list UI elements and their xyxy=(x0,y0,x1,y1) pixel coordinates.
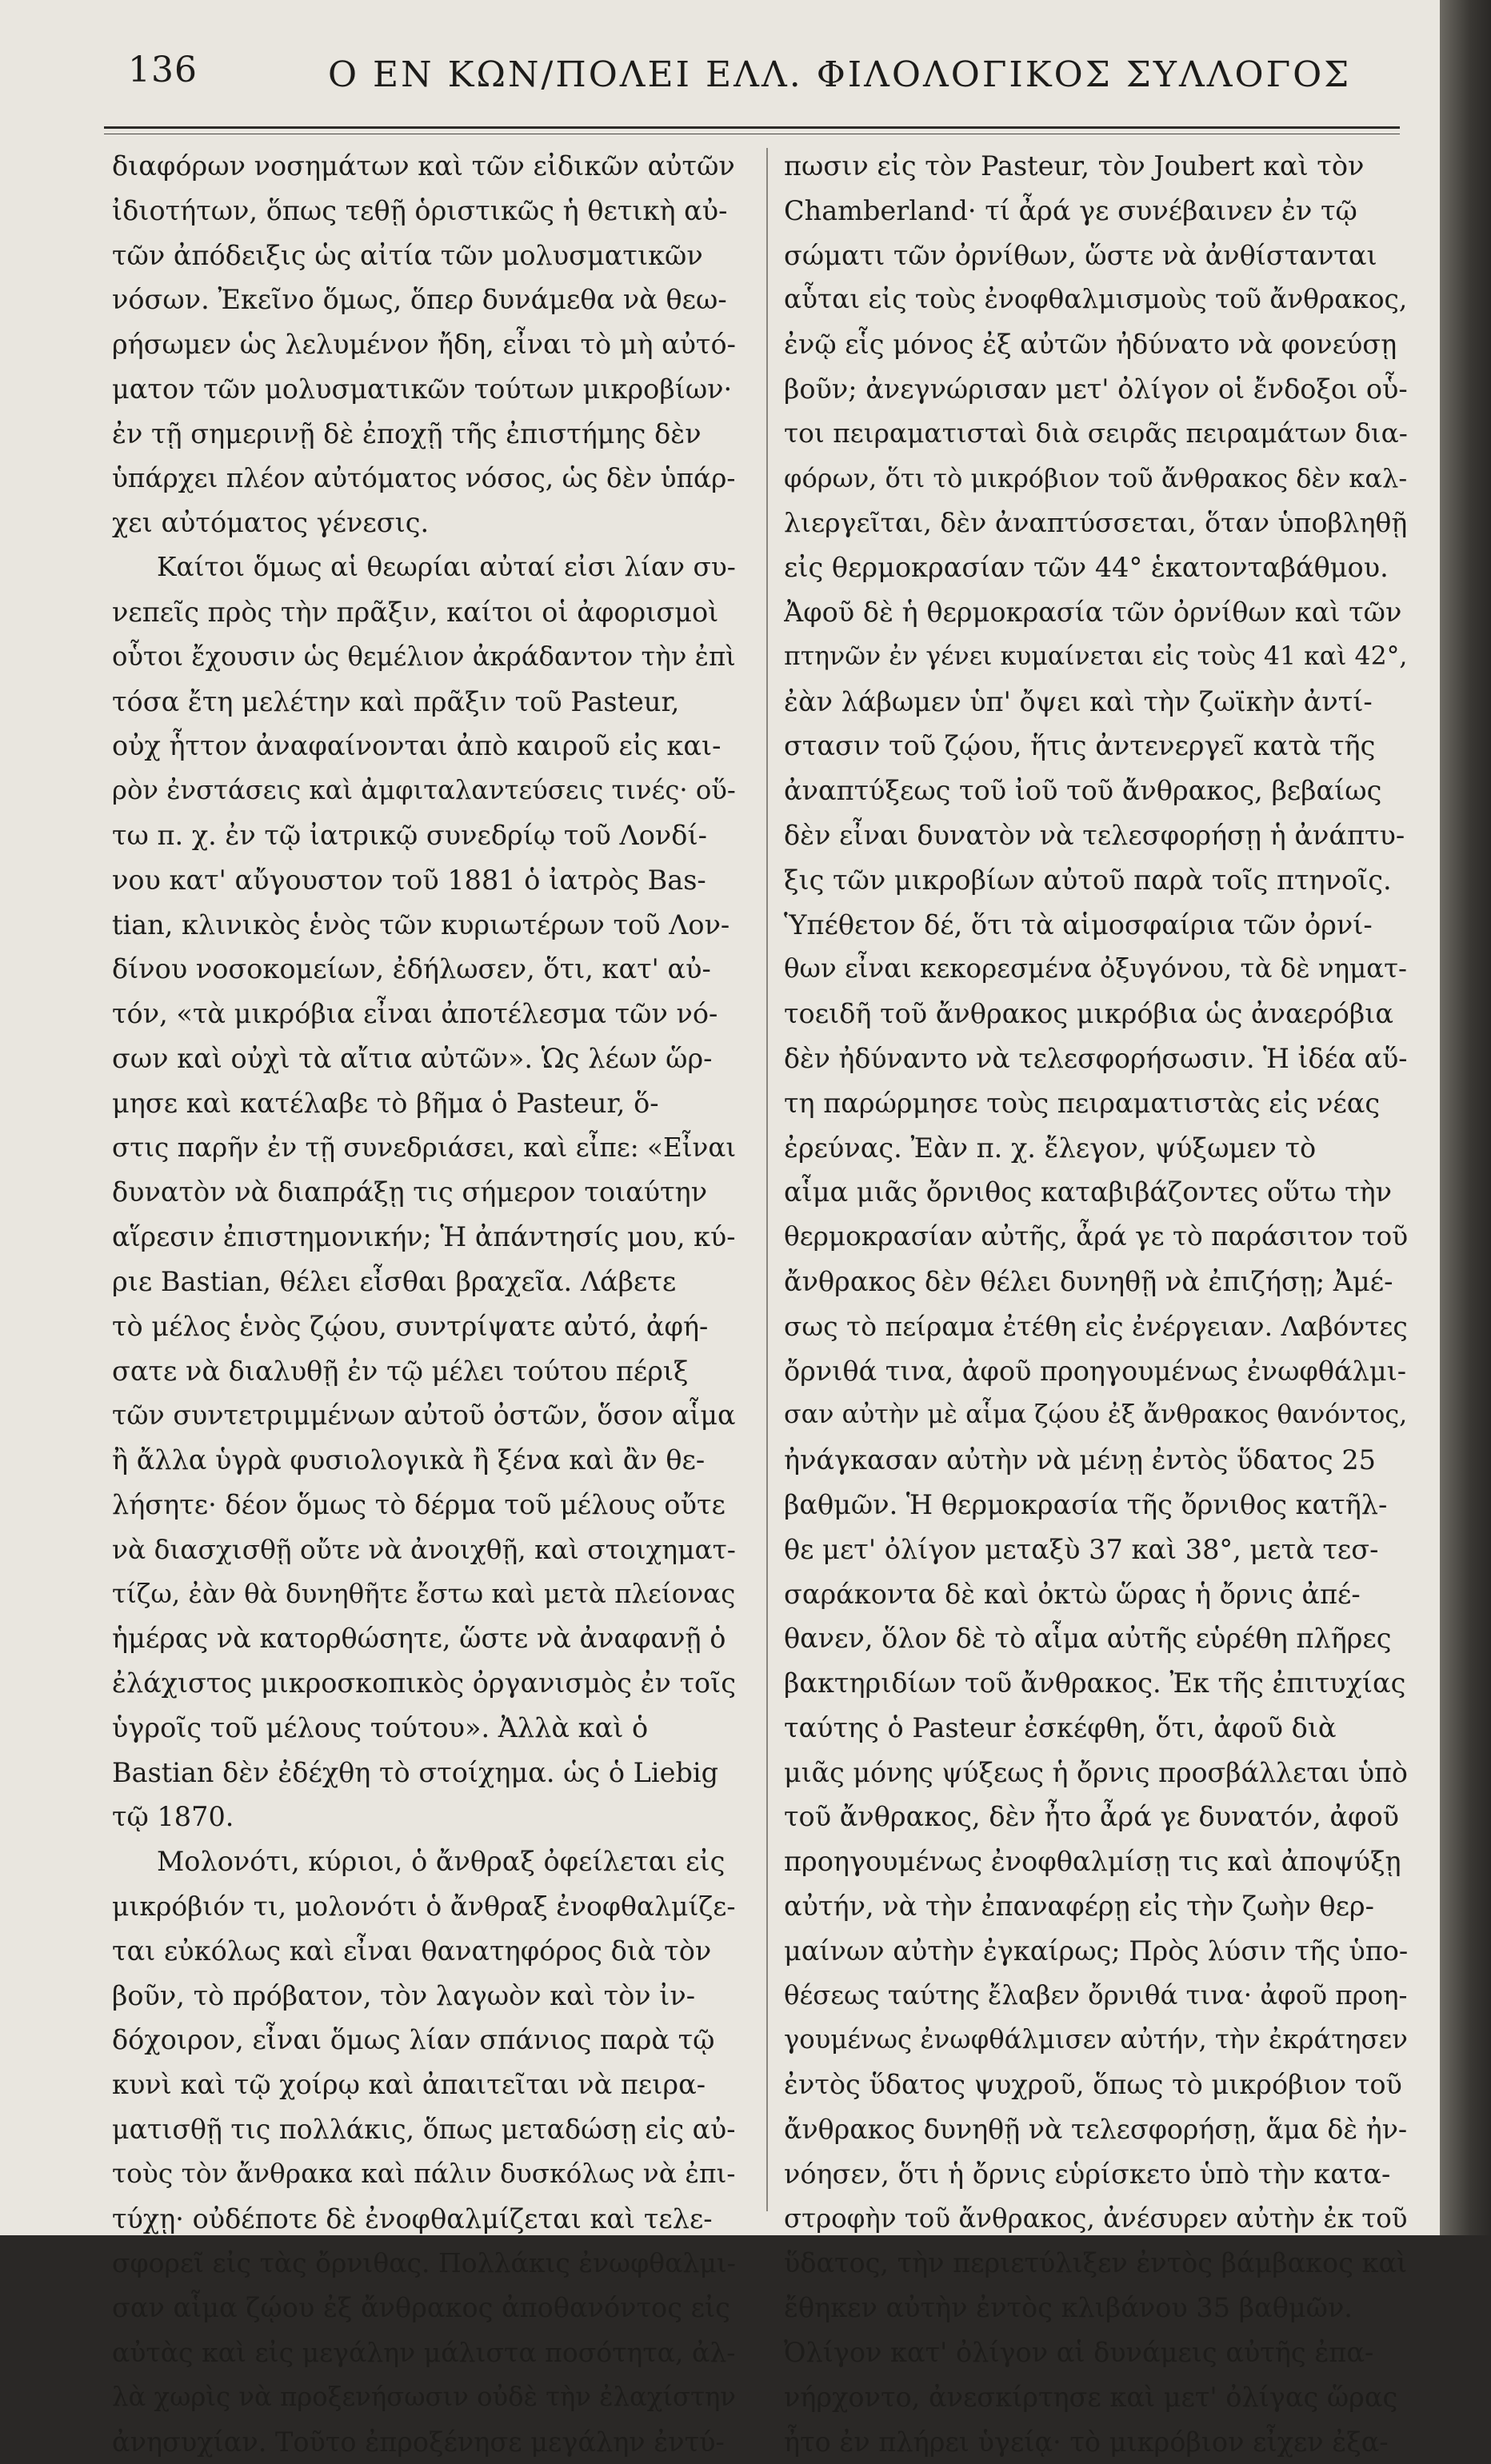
text-line: μησε καὶ κατέλαβε τὸ βῆμα ὁ Pasteur, ὅ- xyxy=(112,1087,659,1119)
text-line: τὸ μέλος ἑνὸς ζῴου, συντρίψατε αὐτό, ἀφή- xyxy=(112,1310,709,1342)
text-line: Ὑπέθετον δέ, ὅτι τὰ αἱμοσφαίρια τῶν ὀρνί- xyxy=(784,909,1373,940)
text-line: στις παρῆν ἐν τῇ συνεδριάσει, καὶ εἶπε: «Εἶναι xyxy=(112,1132,736,1163)
text-line: ἐντὸς ὕδατος ψυχροῦ, ὅπως τὸ μικρόβιον τοῦ xyxy=(784,2069,1402,2101)
text-line: μαίνων αὐτὴν ἐγκαίρως; Πρὸς λύσιν τῆς ὑπο- xyxy=(784,1935,1408,1967)
page-edge-shadow xyxy=(1440,0,1491,2235)
text-line: εἰς θερμοκρασίαν τῶν 44° ἑκατονταβάθμου. xyxy=(784,552,1389,584)
text-line: νόσων. Ἐκεῖνο ὅμως, ὅπερ δυνάμεθα νὰ θεω- xyxy=(112,284,727,316)
text-line: φόρων, ὅτι τὸ μικρόβιον τοῦ ἄνθρακος δὲν καλ- xyxy=(784,462,1408,493)
text-line: ματισθῇ τις πολλάκις, ὅπως μεταδώσῃ εἰς αὐ- xyxy=(112,2114,736,2146)
text-line: ἢ ἄλλα ὑγρὰ φυσιολογικὰ ἢ ξένα καὶ ἂν θε- xyxy=(112,1444,706,1476)
text-line: σως τὸ πείραμα ἐτέθη εἰς ἐνέργειαν. Λαβόντες xyxy=(784,1310,1408,1342)
text-line: ἐνῷ εἷς μόνος ἐξ αὐτῶν ἠδύνατο νὰ φονεύσῃ xyxy=(784,329,1397,361)
text-line: σαν αὐτὴν μὲ αἷμα ζῴου ἐξ ἄνθρακος θανόντος, xyxy=(784,1400,1408,1430)
text-line: προηγουμένως ἐνοφθαλμίσῃ τις καὶ ἀποψύξῃ xyxy=(784,1846,1401,1878)
text-line: αἵρεσιν ἐπιστημονικήν; Ἡ ἀπάντησίς μου, κύ- xyxy=(112,1221,736,1253)
text-line: στροφὴν τοῦ ἄνθρακος, ἀνέσυρεν αὐτὴν ἐκ τοῦ xyxy=(784,2202,1408,2234)
text-line: σαράκοντα δὲ καὶ ὀκτὼ ὥρας ἡ ὄρνις ἀπέ- xyxy=(784,1578,1361,1610)
text-line: ἀνησυχίαν. Τοῦτο ἐπροξένησε μεγάλην ἐντύ- xyxy=(112,2426,725,2458)
text-line: δὲν ἠδύναντο νὰ τελεσφορήσωσιν. Ἡ ἰδέα αὕ- xyxy=(784,1042,1408,1074)
text-line: χει αὐτόματος γένεσις. xyxy=(112,507,430,539)
page-header xyxy=(128,50,1376,114)
text-line: τῷ 1870. xyxy=(112,1801,234,1833)
left-column xyxy=(112,144,736,2464)
text-line: δὲν εἶναι δυνατὸν νὰ τελεσφορήσῃ ἡ ἀνάπτυ- xyxy=(784,819,1405,851)
text-line: ἦτο ἐν πλήρει ὑγείᾳ· τὸ μικρόβιον εἶχεν ἐξα- xyxy=(784,2426,1389,2458)
text-line: γουμένως ἐνωφθάλμισεν αὐτήν, τὴν ἐκράτησεν xyxy=(784,2024,1408,2055)
text-line: τη παρώρμησε τοὺς πειραματιστὰς εἰς νέας xyxy=(784,1087,1381,1119)
text-line: τοῦ ἄνθρακος, δὲν ἦτο ἆρά γε δυνατόν, ἀφοῦ xyxy=(784,1801,1400,1833)
text-line: νήρχοντο, ἀνεσκίρτησε καὶ μετ' ὀλίγας ὥρας xyxy=(784,2381,1398,2413)
text-line: μικρόβιόν τι, μολονότι ὁ ἄνθραξ ἐνοφθαλμίζε- xyxy=(112,1891,736,1923)
text-line: βακτηριδίων τοῦ ἄνθρακος. Ἐκ τῆς ἐπιτυχίας xyxy=(784,1667,1406,1699)
text-line: νεπεῖς πρὸς τὴν πρᾶξιν, καίτοι οἱ ἀφορισμοὶ xyxy=(112,596,719,628)
text-line: ἐλάχιστος μικροσκοπικὸς ὀργανισμὸς ἐν τοῖς xyxy=(112,1667,736,1699)
text-line: βαθμῶν. Ἡ θερμοκρασία τῆς ὄρνιθος κατῆλ- xyxy=(784,1488,1388,1520)
text-line: τω π. χ. ἐν τῷ ἰατρικῷ συνεδρίῳ τοῦ Λονδί- xyxy=(112,819,707,851)
text-line: τίζω, ἐὰν θὰ δυνηθῆτε ἔστω καὶ μετὰ πλείονας xyxy=(112,1578,736,1609)
text-line: δίνου νοσοκομείων, ἐδήλωσεν, ὅτι, κατ' αὐ- xyxy=(112,953,711,985)
text-line: αὐτήν, νὰ τὴν ἐπαναφέρῃ εἰς τὴν ζωὴν θερ- xyxy=(784,1891,1374,1923)
text-line: ται εὐκόλως καὶ εἶναι θανατηφόρος διὰ τὸν xyxy=(112,1935,712,1967)
text-line: διαφόρων νοσημάτων καὶ τῶν εἰδικῶν αὐτῶν xyxy=(112,150,735,182)
text-line: ἔθηκεν αὐτὴν ἐντὸς κλιβάνου 35 βαθμῶν. xyxy=(784,2292,1353,2324)
text-line: ρήσωμεν ὡς λελυμένον ἤδη, εἶναι τὸ μὴ αὐτό- xyxy=(112,329,736,361)
text-line: tian, κλινικὸς ἑνὸς τῶν κυριωτέρων τοῦ Λον- xyxy=(112,909,730,940)
text-line: Καίτοι ὅμως αἱ θεωρίαι αὐταί εἰσι λίαν συ- xyxy=(157,552,736,583)
text-line: σώματι τῶν ὀρνίθων, ὥστε νὰ ἀνθίστανται xyxy=(784,239,1377,271)
text-line: Μολονότι, κύριοι, ὁ ἄνθραξ ὀφείλεται εἰς xyxy=(157,1846,726,1878)
text-line: αὐτὰς καὶ εἰς μεγάλην μάλιστα ποσότητα, ἀλ- xyxy=(112,2337,736,2369)
text-line: τοειδῆ τοῦ ἄνθρακος μικρόβια ὡς ἀναερόβια xyxy=(784,998,1393,1030)
text-line: Bastian δὲν ἐδέχθη τὸ στοίχημα. ὡς ὁ Liebig xyxy=(112,1756,719,1788)
text-line: θανεν, ὅλον δὲ τὸ αἷμα αὐτῆς εὑρέθη πλῆρες xyxy=(784,1623,1392,1655)
text-line: ἐν τῇ σημερινῇ δὲ ἐποχῇ τῆς ἐπιστήμης δὲν xyxy=(112,417,702,449)
text-line: τύχῃ· οὐδέποτε δὲ ἐνοφθαλμίζεται καὶ τελε- xyxy=(112,2202,713,2234)
text-line: σφορεῖ εἰς τὰς ὄρνιθας. Πολλάκις ἐνωφθαλμι- xyxy=(112,2247,736,2279)
page-number: 136 xyxy=(128,50,198,90)
text-line: κυνὶ καὶ τῷ χοίρῳ καὶ ἀπαιτεῖται νὰ πειρα- xyxy=(112,2069,706,2101)
text-line: ὑγροῖς τοῦ μέλους τούτου». Ἀλλὰ καὶ ὁ xyxy=(112,1711,649,1743)
text-line: βοῦν; ἀνεγνώρισαν μετ' ὀλίγον οἱ ἔνδοξοι οὗ- xyxy=(784,373,1408,405)
text-line: οὗτοι ἔχουσιν ὡς θεμέλιον ἀκράδαντον τὴν ἐπὶ xyxy=(112,641,736,672)
header-rule xyxy=(104,126,1400,129)
text-line: τοι πειραματισταὶ διὰ σειρᾶς πειραμάτων δια- xyxy=(784,417,1408,449)
text-line: ταύτης ὁ Pasteur ἐσκέφθη, ὅτι, ἀφοῦ διὰ xyxy=(784,1711,1337,1743)
text-line: αὗται εἰς τοὺς ἐνοφθαλμισμοὺς τοῦ ἄνθρακος, xyxy=(784,284,1408,315)
text-line: μιᾶς μόνης ψύξεως ἡ ὄρνις προσβάλλεται ὑπὸ xyxy=(784,1756,1408,1788)
text-line: θε μετ' ὀλίγον μεταξὺ 37 καὶ 38°, μετὰ τεσ- xyxy=(784,1533,1379,1565)
text-line: λιεργεῖται, δὲν ἀναπτύσσεται, ὅταν ὑποβληθῇ xyxy=(784,507,1408,539)
text-line: σων καὶ οὐχὶ τὰ αἴτια αὐτῶν». Ὡς λέων ὥρ- xyxy=(112,1042,713,1074)
text-line: ἠνάγκασαν αὐτὴν νὰ μένῃ ἐντὸς ὕδατος 25 xyxy=(784,1444,1376,1476)
text-line: πωσιν εἰς τὸν Pasteur, τὸν Joubert καὶ τὸν xyxy=(784,150,1365,182)
text-line: δυνατὸν νὰ διαπράξῃ τις σήμερον τοιαύτην xyxy=(112,1176,708,1208)
text-line: ξις τῶν μικροβίων αὐτοῦ παρὰ τοῖς πτηνοῖς. xyxy=(784,864,1392,896)
text-line: πτηνῶν ἐν γένει κυμαίνεται εἰς τοὺς 41 καὶ 42°, xyxy=(784,641,1408,671)
text-line: ἄνθρακος δὲν θέλει δυνηθῇ νὰ ἐπιζήσῃ; Ἀμέ- xyxy=(784,1265,1393,1297)
text-line: τόν, «τὰ μικρόβια εἶναι ἀποτέλεσμα τῶν νό- xyxy=(112,998,718,1030)
text-line: ἐὰν λάβωμεν ὑπ' ὄψει καὶ τὴν ζωϊκὴν ἀντί- xyxy=(784,685,1373,717)
text-line: θερμοκρασίαν αὐτῆς, ἆρά γε τὸ παράσιτον τοῦ xyxy=(784,1221,1408,1252)
text-line: ὑπάρχει πλέον αὐτόματος νόσος, ὡς δὲν ὑπάρ- xyxy=(112,462,736,493)
text-line: ρὸν ἐνστάσεις καὶ ἀμφιταλαντεύσεις τινές· οὕ- xyxy=(112,775,736,806)
text-line: ὄρνιθά τινα, ἀφοῦ προηγουμένως ἐνωφθάλμι- xyxy=(784,1355,1407,1387)
text-line: τῶν ἀπόδειξις ὡς αἰτία τῶν μολυσματικῶν xyxy=(112,239,703,271)
text-line: νου κατ' αὔγουστον τοῦ 1881 ὁ ἰατρὸς Bas- xyxy=(112,864,706,896)
text-line: ματον τῶν μολυσματικῶν τούτων μικροβίων· xyxy=(112,373,733,405)
text-line: σαν αἷμα ζῴου ἐξ ἄνθρακος ἀποθανόντος εἰς xyxy=(112,2292,730,2324)
text-line: θέσεως ταύτης ἔλαβεν ὄρνιθά τινα· ἀφοῦ προη- xyxy=(784,1979,1408,2011)
text-line: τοὺς τὸν ἄνθρακα καὶ πάλιν δυσκόλως νὰ ἐπι- xyxy=(112,2158,736,2189)
text-line: λὰ χωρὶς νὰ προξενήσωσιν οὐδὲ τὴν ἐλαχίστην xyxy=(112,2381,736,2412)
text-line: νόησεν, ὅτι ἡ ὄρνις εὑρίσκετο ὑπὸ τὴν κατα- xyxy=(784,2158,1391,2190)
text-line: τῶν συντετριμμένων αὐτοῦ ὀστῶν, ὅσον αἷμα xyxy=(112,1400,736,1432)
text-line: ὕδατος, τὴν περιετύλιξεν ἐντὸς βάμβακος καὶ xyxy=(784,2247,1408,2279)
text-line: Ἀφοῦ δὲ ἡ θερμοκρασία τῶν ὀρνίθων καὶ τῶν xyxy=(784,596,1402,628)
text-line: ἐρεύνας. Ἐὰν π. χ. ἔλεγον, ψύξωμεν τὸ xyxy=(784,1132,1317,1164)
text-line: ἡμέρας νὰ κατορθώσητε, ὥστε νὰ ἀναφανῇ ὁ xyxy=(112,1623,726,1655)
text-line: οὐχ ἧττον ἀναφαίνονται ἀπὸ καιροῦ εἰς και- xyxy=(112,730,722,762)
text-line: βοῦν, τὸ πρόβατον, τὸν λαγωὸν καὶ τὸν ἰν- xyxy=(112,1979,696,2011)
text-line: τόσα ἔτη μελέτην καὶ πρᾶξιν τοῦ Pasteur, xyxy=(112,685,680,717)
running-title: Ο ΕΝ ΚΩΝ/ΠΟΛΕΙ ΕΛΛ. ΦΙΛΟΛΟΓΙΚΟΣ ΣΥΛΛΟΓΟΣ xyxy=(328,54,1352,95)
text-line: δόχοιρον, εἶναι ὅμως λίαν σπάνιος παρὰ τῷ xyxy=(112,2024,715,2056)
text-line: στασιν τοῦ ζῴου, ἥτις ἀντενεργεῖ κατὰ τῆς xyxy=(784,730,1376,762)
text-line: ἰδιοτήτων, ὅπως τεθῇ ὁριστικῶς ἡ θετικὴ αὐ- xyxy=(112,194,728,226)
text-line: Chamberland· τί ἆρά γε συνέβαινεν ἐν τῷ xyxy=(784,194,1357,226)
text-line: σατε νὰ διαλυθῇ ἐν τῷ μέλει τούτου πέριξ xyxy=(112,1355,689,1387)
text-line: Ὀλίγον κατ' ὀλίγον αἱ δυνάμεις αὐτῆς ἐπα- xyxy=(784,2337,1374,2369)
text-line: ἀναπτύξεως τοῦ ἰοῦ τοῦ ἄνθρακος, βεβαίως xyxy=(784,775,1382,807)
text-line: θων εἶναι κεκορεσμένα ὀξυγόνου, τὰ δὲ νηματ- xyxy=(784,953,1407,984)
text-line: λήσητε· δέον ὅμως τὸ δέρμα τοῦ μέλους οὔτε xyxy=(112,1488,726,1520)
column-divider xyxy=(766,148,768,2211)
right-column xyxy=(784,144,1408,2464)
text-line: ἄνθρακος δυνηθῇ νὰ τελεσφορήσῃ, ἅμα δὲ ἠν- xyxy=(784,2114,1408,2146)
text-line: αἷμα μιᾶς ὄρνιθος καταβιβάζοντες οὕτω τὴν xyxy=(784,1176,1393,1208)
text-line: ριε Bastian, θέλει εἶσθαι βραχεῖα. Λάβετε xyxy=(112,1265,677,1297)
text-line: νὰ διασχισθῇ οὔτε νὰ ἀνοιχθῇ, καὶ στοιχηματ- xyxy=(112,1533,736,1565)
